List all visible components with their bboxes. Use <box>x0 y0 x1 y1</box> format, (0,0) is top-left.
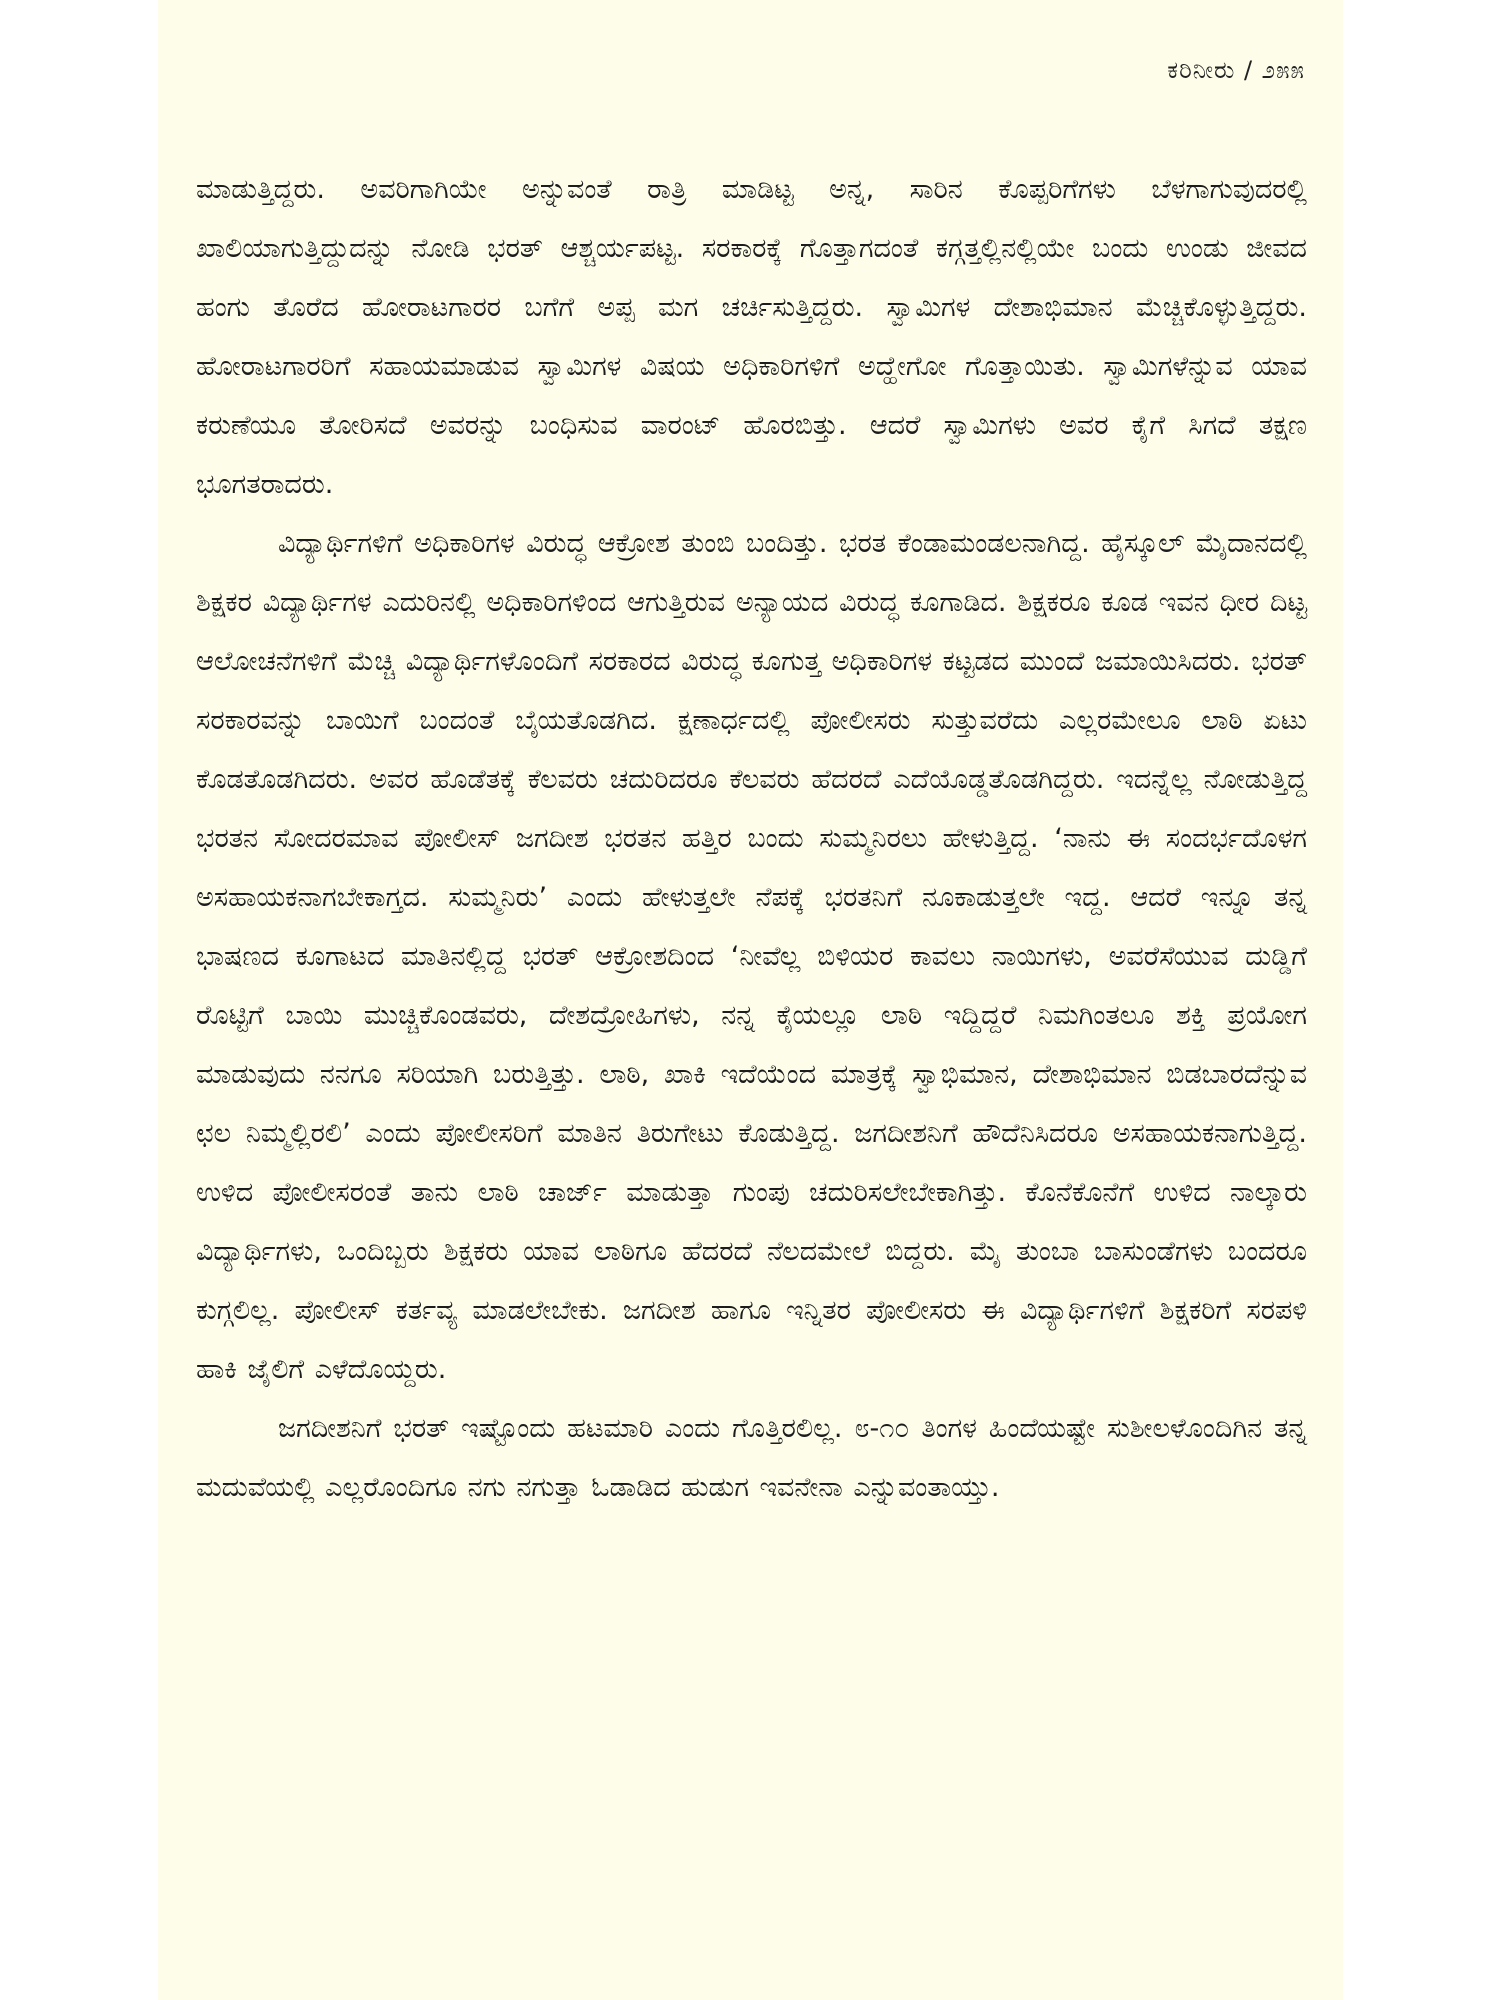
paragraph-2: ವಿದ್ಯಾರ್ಥಿಗಳಿಗೆ ಅಧಿಕಾರಿಗಳ ವಿರುದ್ಧ ಆಕ್ರೋಶ ತುಂಬಿ ಬಂದಿತ್ತು. ಭರತ ಕೆಂಡಾಮಂಡಲನಾಗಿದ್ದ. ಹೈಸ್ಕೂಲ್ ಮೈದಾನದಲ್ಲಿ ಶಿಕ್ಷಕರ ವಿದ್ಯಾರ್ಥಿಗಳ ಎದುರಿನಲ್ಲಿ ಅಧಿಕಾರಿಗಳಿಂದ ಆಗುತ್ತಿರುವ ಅನ್ಯಾಯದ ವಿರುದ್ಧ ಕೂಗಾಡಿದ. ಶಿಕ್ಷಕರೂ ಕೂಡ ಇವನ ಧೀರ ದಿಟ್ಟ ಆಲೋಚನೆಗಳಿಗೆ ಮೆಚ್ಚಿ ವಿದ್ಯಾರ್ಥಿಗಳೊಂದಿಗೆ ಸರಕಾರದ ವಿರುದ್ಧ ಕೂಗುತ್ತ ಅಧಿಕಾರಿಗಳ ಕಟ್ಟಡದ ಮುಂದೆ ಜಮಾಯಿಸಿದರು. ಭರತ್ ಸರಕಾರವನ್ನು ಬಾಯಿಗೆ ಬಂದಂತೆ ಬೈಯತೊಡಗಿದ. ಕ್ಷಣಾರ್ಧದಲ್ಲಿ ಪೋಲೀಸರು ಸುತ್ತುವರೆದು ಎಲ್ಲರಮೇಲೂ ಲಾಠಿ ಏಟು ಕೊಡತೊಡಗಿದರು. ಅವರ ಹೊಡೆತಕ್ಕೆ ಕೆಲವರು ಚದುರಿದರೂ ಕೆಲವರು ಹೆದರದೆ ಎದೆಯೊಡ್ಡತೊಡಗಿದ್ದರು. ಇದನ್ನೆಲ್ಲ ನೋಡುತ್ತಿದ್ದ ಭರತನ ಸೋದರಮಾವ ಪೋಲೀಸ್ ಜಗದೀಶ ಭರತನ ಹತ್ತಿರ ಬಂದು ಸುಮ್ಮನಿರಲು ಹೇಳುತ್ತಿದ್ದ. ‘ನಾನು ಈ ಸಂದರ್ಭದೊಳಗ ಅಸಹಾಯಕನಾಗಬೇಕಾಗ್ತದ. ಸುಮ್ಮನಿರು’ ಎಂದು ಹೇಳುತ್ತಲೇ ನೆಪಕ್ಕೆ ಭರತನಿಗೆ ನೂಕಾಡುತ್ತಲೇ ಇದ್ದ. ಆದರೆ ಇನ್ನೂ ತನ್ನ ಭಾಷಣದ ಕೂಗಾಟದ ಮಾತಿನಲ್ಲಿದ್ದ ಭರತ್ ಆಕ್ರೋಶದಿಂದ ‘ನೀವೆಲ್ಲ ಬಿಳಿಯರ ಕಾವಲು ನಾಯಿಗಳು, ಅವರೆಸೆಯುವ ದುಡ್ಡಿಗೆ ರೊಟ್ಟಿಗೆ ಬಾಯಿ ಮುಚ್ಚಿಕೊಂಡವರು, ದೇಶದ್ರೋಹಿಗಳು, ನನ್ನ ಕೈಯಲ್ಲೂ ಲಾಠಿ ಇದ್ದಿದ್ದರೆ ನಿಮಗಿಂತಲೂ ಶಕ್ತಿ ಪ್ರಯೋಗ ಮಾಡುವುದು ನನಗೂ ಸರಿಯಾಗಿ ಬರುತ್ತಿತ್ತು. ಲಾಠಿ, ಖಾಕಿ ಇದೆಯೆಂದ ಮಾತ್ರಕ್ಕೆ ಸ್ವಾಭಿಮಾನ, ದೇಶಾಭಿಮಾನ ಬಿಡಬಾರದೆನ್ನುವ ಛಲ ನಿಮ್ಮಲ್ಲಿರಲಿ’ ಎಂದು ಪೋಲೀಸರಿಗೆ ಮಾತಿನ ತಿರುಗೇಟು ಕೊಡುತ್ತಿದ್ದ. ಜಗದೀಶನಿಗೆ ಹೌದೆನಿಸಿದರೂ ಅಸಹಾಯಕನಾಗುತ್ತಿದ್ದ. ಉಳಿದ ಪೋಲೀಸರಂತೆ ತಾನು ಲಾಠಿ ಚಾರ್ಜ್ ಮಾಡುತ್ತಾ ಗುಂಪು ಚದುರಿಸಲೇಬೇಕಾಗಿತ್ತು. ಕೊನೆಕೊನೆಗೆ ಉಳಿದ ನಾಲ್ಕಾರು ವಿದ್ಯಾರ್ಥಿಗಳು, ಒಂದಿಬ್ಬರು ಶಿಕ್ಷಕರು ಯಾವ ಲಾಠಿಗೂ ಹೆದರದೆ ನೆಲದಮೇಲೆ ಬಿದ್ದರು. ಮೈ ತುಂಬಾ ಬಾಸುಂಡೆಗಳು ಬಂದರೂ ಕುಗ್ಗಲಿಲ್ಲ. ಪೋಲೀಸ್ ಕರ್ತವ್ಯ ಮಾಡಲೇಬೇಕು. ಜಗದೀಶ ಹಾಗೂ ಇನ್ನಿತರ ಪೋಲೀಸರು ಈ ವಿದ್ಯಾರ್ಥಿಗಳಿಗೆ ಶಿಕ್ಷಕರಿಗೆ ಸರಪಳಿ ಹಾಕಿ ಜೈಲಿಗೆ ಎಳೆದೊಯ್ದರು. <box>196 528 1307 1385</box>
book-page <box>158 0 1343 2000</box>
paragraph-3: ಜಗದೀಶನಿಗೆ ಭರತ್ ಇಷ್ಟೊಂದು ಹಟಮಾರಿ ಎಂದು ಗೊತ್ತಿರಲಿಲ್ಲ. ೮-೧೦ ತಿಂಗಳ ಹಿಂದೆಯಷ್ಟೇ ಸುಶೀಲಳೊಂದಿಗಿನ ತನ್ನ ಮದುವೆಯಲ್ಲಿ ಎಲ್ಲರೊಂದಿಗೂ ನಗು ನಗುತ್ತಾ ಓಡಾಡಿದ ಹುಡುಗ ಇವನೇನಾ ಎನ್ನುವಂತಾಯ್ತು. <box>196 1413 1307 1503</box>
paragraph-1: ಮಾಡುತ್ತಿದ್ದರು. ಅವರಿಗಾಗಿಯೇ ಅನ್ನುವಂತೆ ರಾತ್ರಿ ಮಾಡಿಟ್ಟ ಅನ್ನ, ಸಾರಿನ ಕೊಪ್ಪರಿಗೆಗಳು ಬೆಳಗಾಗುವುದರಲ್ಲಿ ಖಾಲಿಯಾಗುತ್ತಿದ್ದುದನ್ನು ನೋಡಿ ಭರತ್ ಆಶ್ಚರ್ಯಪಟ್ಟ. ಸರಕಾರಕ್ಕೆ ಗೊತ್ತಾಗದಂತೆ ಕಗ್ಗತ್ತಲ್ಲಿನಲ್ಲಿಯೇ ಬಂದು ಉಂಡು ಜೀವದ ಹಂಗು ತೊರೆದ ಹೋರಾಟಗಾರರ ಬಗೆಗೆ ಅಪ್ಪ ಮಗ ಚರ್ಚಿಸುತ್ತಿದ್ದರು. ಸ್ವಾಮಿಗಳ ದೇಶಾಭಿಮಾನ ಮೆಚ್ಚಿಕೊಳ್ಳುತ್ತಿದ್ದರು. ಹೋರಾಟಗಾರರಿಗೆ ಸಹಾಯಮಾಡುವ ಸ್ವಾಮಿಗಳ ವಿಷಯ ಅಧಿಕಾರಿಗಳಿಗೆ ಅದ್ಹೇಗೋ ಗೊತ್ತಾಯಿತು. ಸ್ವಾಮಿಗಳೆನ್ನುವ ಯಾವ ಕರುಣೆಯೂ ತೋರಿಸದೆ ಅವರನ್ನು ಬಂಧಿಸುವ ವಾರಂಟ್ ಹೊರಬಿತ್ತು. ಆದರೆ ಸ್ವಾಮಿಗಳು ಅವರ ಕೈಗೆ ಸಿಗದೆ ತಕ್ಷಣ ಭೂಗತರಾದರು. <box>196 174 1307 500</box>
body-text <box>196 160 1307 1517</box>
running-header: ಕರಿನೀರು / ೨೫೫ <box>1167 56 1305 84</box>
